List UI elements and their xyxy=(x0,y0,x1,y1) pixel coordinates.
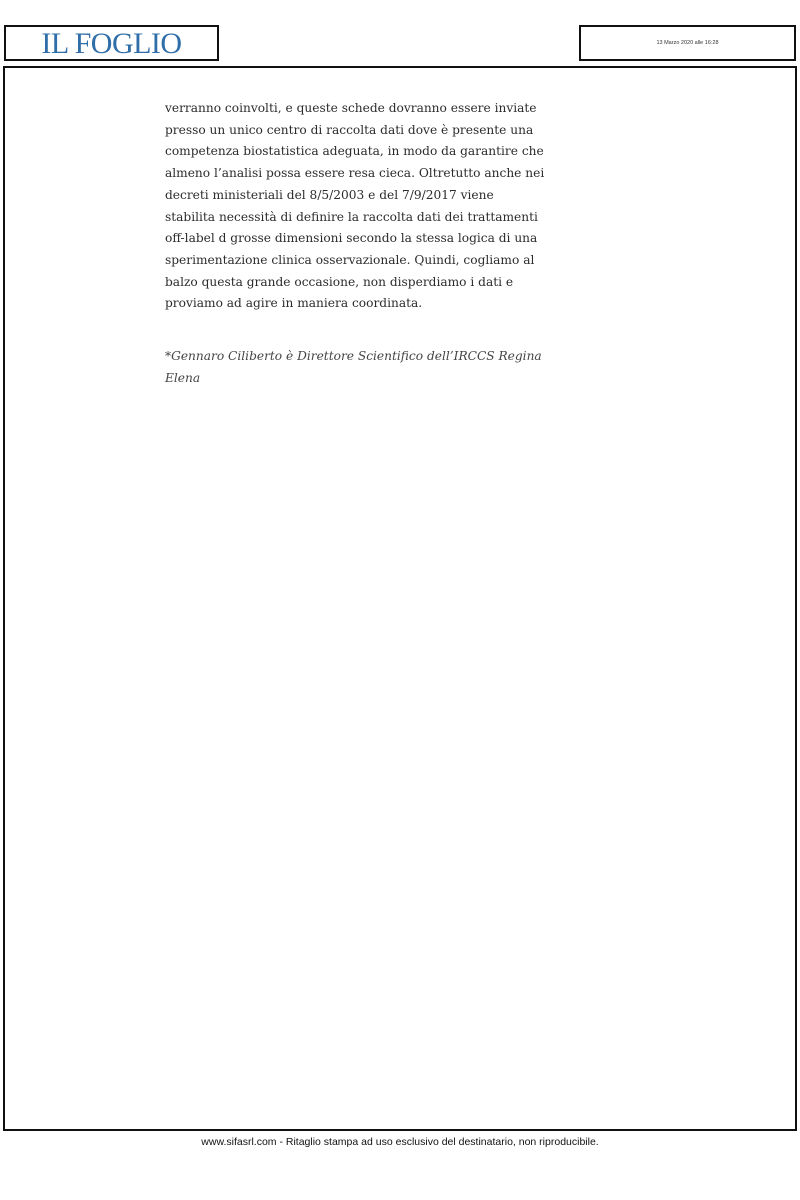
publication-date: 13 Marzo 2020 alle 16:28 xyxy=(656,40,719,46)
date-box xyxy=(579,25,796,61)
article-body xyxy=(165,98,545,315)
article-line: stabilita necessità di definire la raccolta dati dei trattamenti xyxy=(165,209,538,224)
article-line: proviamo ad agire in maniera coordinata. xyxy=(165,296,423,311)
author-note-line: Elena xyxy=(165,370,201,385)
footer-disclaimer: www.sifasrl.com - Ritaglio stampa ad uso esclusivo del destinatario, non riproducibile. xyxy=(201,1136,599,1148)
newspaper-logo: IL FOGLIO xyxy=(41,27,182,60)
article-line: sperimentazione clinica osservazionale. Quindi, cogliamo al xyxy=(165,252,535,267)
article-line: decreti ministeriali del 8/5/2003 e del 7/9/2017 viene xyxy=(165,187,494,202)
masthead-box xyxy=(4,25,219,61)
author-note xyxy=(165,346,542,389)
author-note-line: *Gennaro Ciliberto è Direttore Scientifico dell’IRCCS Regina xyxy=(165,349,542,363)
article-line: competenza biostatistica adeguata, in modo da garantire che xyxy=(165,144,544,159)
article-line: presso un unico centro di raccolta dati dove è presente una xyxy=(165,122,534,137)
article-line: balzo questa grande occasione, non disperdiamo i dati e xyxy=(165,274,514,289)
article-line: verranno coinvolti, e queste schede dovranno essere inviate xyxy=(165,101,537,115)
article-line: almeno l’analisi possa essere resa cieca. Oltretutto anche nei xyxy=(165,166,545,181)
article-line: off-label d grosse dimensioni secondo la stessa logica di una xyxy=(165,231,538,246)
